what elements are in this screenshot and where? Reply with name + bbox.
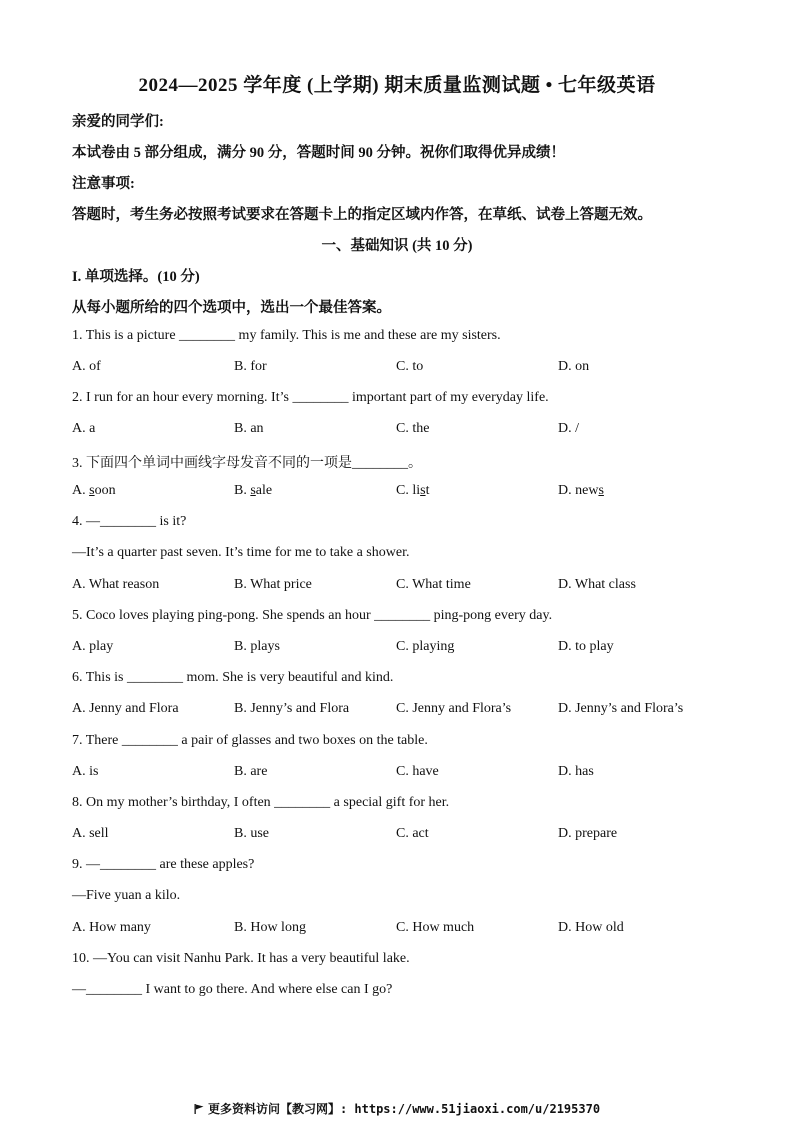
question-6-options [72, 701, 732, 721]
option-d[interactable]: D. Jenny’s and Flora’s [558, 701, 684, 716]
option-c[interactable]: C. to [396, 359, 424, 374]
option-a[interactable]: A. What reason [72, 577, 160, 592]
instruction: 从每小题所给的四个选项中，选出一个最佳答案。 [72, 300, 391, 316]
option-a[interactable]: A. sell [72, 826, 109, 841]
option-a[interactable]: A. Jenny and Flora [72, 701, 179, 716]
option-c[interactable]: C. the [396, 421, 430, 436]
option-b[interactable]: B. What price [234, 577, 312, 592]
underlined-letter: s [598, 483, 604, 498]
option-b[interactable]: B. for [234, 359, 267, 374]
option-a[interactable]: A. How many [72, 920, 151, 935]
section-heading: 一、基础知识 (共 10 分) [321, 238, 473, 254]
question-8-options [72, 826, 732, 846]
option-d[interactable]: D. / [558, 421, 579, 436]
option-b[interactable]: B. are [234, 764, 268, 779]
exam-title: 2024—2025 学年度 (上学期) 期末质量监测试题 • 七年级英语 [138, 75, 656, 96]
option-c[interactable]: C. have [396, 764, 439, 779]
question-9-stem: 9. —________ are these apples? [72, 857, 255, 872]
footer-link[interactable] [0, 1100, 794, 1117]
option-c[interactable]: C. How much [396, 920, 475, 935]
option-d[interactable]: D. news [558, 483, 604, 498]
question-9-options [72, 920, 732, 940]
option-a[interactable]: A. of [72, 359, 101, 374]
option-d[interactable]: D. has [558, 764, 594, 779]
question-5-options [72, 639, 732, 659]
part-heading: I. 单项选择。(10 分) [72, 269, 200, 285]
question-4-options [72, 577, 732, 597]
option-b[interactable]: B. plays [234, 639, 280, 654]
option-c[interactable]: C. Jenny and Flora’s [396, 701, 512, 716]
question-7-options [72, 764, 732, 784]
option-d[interactable]: D. prepare [558, 826, 618, 841]
question-10-reply: —________ I want to go there. And where else can I go? [72, 982, 393, 997]
option-a[interactable]: A. a [72, 421, 96, 436]
question-10-stem: 10. —You can visit Nanhu Park. It has a very beautiful lake. [72, 951, 410, 966]
option-a[interactable]: A. is [72, 764, 99, 779]
question-5-stem: 5. Coco loves playing ping-pong. She spends an hour ________ ping-pong every day. [72, 608, 553, 623]
exam-intro: 本试卷由 5 部分组成，满分 90 分，答题时间 90 分钟。祝你们取得优异成绩！ [72, 145, 565, 161]
option-a[interactable]: A. play [72, 639, 114, 654]
question-2-options [72, 421, 732, 441]
notice-text: 答题时，考生务必按照考试要求在答题卡上的指定区域内作答，在草纸、试卷上答题无效。 [72, 207, 652, 223]
underlined-letter: s [89, 483, 95, 498]
question-4-reply: —It’s a quarter past seven. It’s time for me to take a shower. [72, 545, 410, 560]
question-6-stem: 6. This is ________ mom. She is very beautiful and kind. [72, 670, 394, 685]
question-3-stem: 3. 下面四个单词中画线字母发音不同的一项是________。 [72, 456, 422, 471]
question-1-stem: 1. This is a picture ________ my family. This is me and these are my sisters. [72, 328, 501, 343]
option-b[interactable]: B. How long [234, 920, 306, 935]
option-d[interactable]: D. What class [558, 577, 636, 592]
option-d[interactable]: D. to play [558, 639, 614, 654]
question-7-stem: 7. There ________ a pair of glasses and two boxes on the table. [72, 733, 428, 748]
option-c[interactable]: C. list [396, 483, 430, 498]
option-a[interactable]: A. soon [72, 483, 116, 498]
notice-label: 注意事项: [72, 176, 135, 192]
option-b[interactable]: B. Jenny’s and Flora [234, 701, 350, 716]
option-d[interactable]: D. How old [558, 920, 624, 935]
question-4-stem: 4. —________ is it? [72, 514, 187, 529]
option-c[interactable]: C. playing [396, 639, 455, 654]
option-b[interactable]: B. an [234, 421, 264, 436]
option-b[interactable]: B. sale [234, 483, 273, 498]
option-c[interactable]: C. act [396, 826, 429, 841]
question-2-stem: 2. I run for an hour every morning. It’s ________ important part of my everyday life. [72, 390, 549, 405]
option-b[interactable]: B. use [234, 826, 269, 841]
option-c[interactable]: C. What time [396, 577, 471, 592]
flag-icon [194, 1104, 204, 1114]
option-d[interactable]: D. on [558, 359, 590, 374]
underlined-letter: s [250, 483, 256, 498]
question-8-stem: 8. On my mother’s birthday, I often ________ a special gift for her. [72, 795, 450, 810]
question-9-reply: —Five yuan a kilo. [72, 888, 181, 903]
footer-text: 更多资料访问【教习网】: https://www.51jiaoxi.com/u/2195370 [207, 1102, 601, 1116]
underlined-letter: s [420, 483, 426, 498]
question-1-options [72, 359, 732, 379]
question-3-options [72, 483, 732, 503]
greeting: 亲爱的同学们: [72, 114, 164, 130]
